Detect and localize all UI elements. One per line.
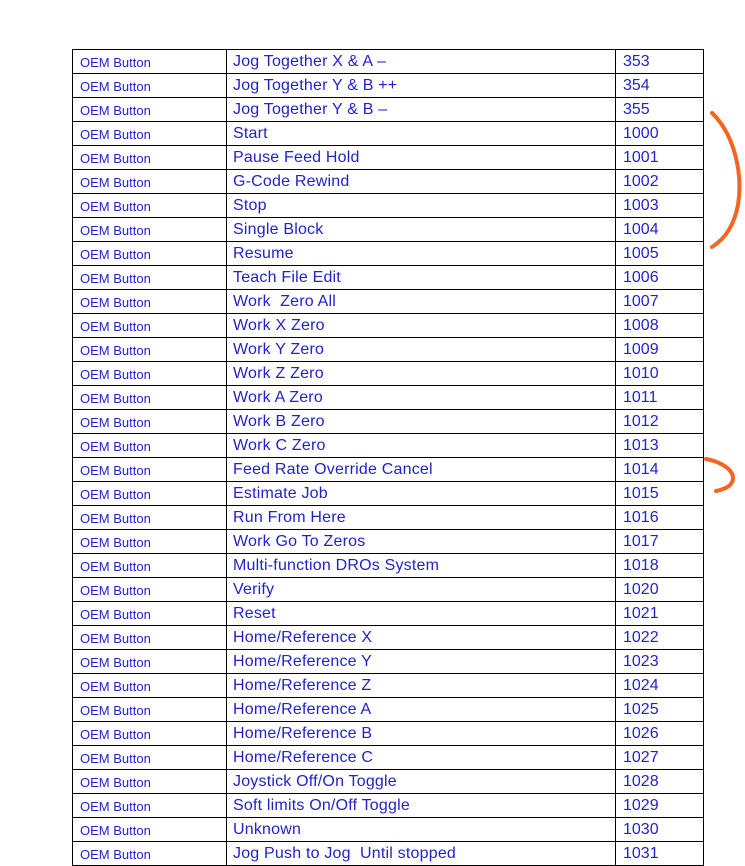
row-name-cell: Multi-function DROs System [227,554,616,578]
row-type-cell: OEM Button [73,386,227,410]
row-name-cell: Soft limits On/Off Toggle [227,794,616,818]
table-row [73,266,704,290]
row-type-cell: OEM Button [73,74,227,98]
table-row [73,650,704,674]
row-type-cell: OEM Button [73,818,227,842]
row-code-cell: 355 [616,98,704,122]
row-type-cell: OEM Button [73,266,227,290]
table-row [73,458,704,482]
row-code-cell: 1003 [616,194,704,218]
table-row [73,338,704,362]
row-code-cell: 1024 [616,674,704,698]
row-code-cell: 1002 [616,170,704,194]
row-type-cell: OEM Button [73,602,227,626]
table-row [73,554,704,578]
row-code-cell: 1007 [616,290,704,314]
row-code-cell: 353 [616,50,704,74]
row-name-cell: Feed Rate Override Cancel [227,458,616,482]
row-code-cell: 1008 [616,314,704,338]
row-type-cell: OEM Button [73,290,227,314]
orange-bracket-annotation-small [706,459,733,491]
row-type-cell: OEM Button [73,626,227,650]
table-row [73,242,704,266]
row-name-cell: Work Z Zero [227,362,616,386]
table-row [73,578,704,602]
row-name-cell: Home/Reference C [227,746,616,770]
row-code-cell: 1004 [616,218,704,242]
table-row [73,794,704,818]
table-row [73,602,704,626]
row-name-cell: Home/Reference Y [227,650,616,674]
row-name-cell: G-Code Rewind [227,170,616,194]
row-code-cell: 1013 [616,434,704,458]
row-type-cell: OEM Button [73,722,227,746]
table-row [73,98,704,122]
table-row [73,74,704,98]
row-type-cell: OEM Button [73,338,227,362]
row-name-cell: Joystick Off/On Toggle [227,770,616,794]
row-code-cell: 1029 [616,794,704,818]
oem-button-table-body [73,50,704,866]
row-name-cell: Work Y Zero [227,338,616,362]
table-row [73,290,704,314]
row-type-cell: OEM Button [73,314,227,338]
row-code-cell: 1016 [616,506,704,530]
row-code-cell: 1014 [616,458,704,482]
row-code-cell: 1023 [616,650,704,674]
row-type-cell: OEM Button [73,794,227,818]
row-name-cell: Home/Reference Z [227,674,616,698]
row-name-cell: Jog Together Y & B ++ [227,74,616,98]
row-name-cell: Home/Reference B [227,722,616,746]
table-row [73,770,704,794]
row-code-cell: 1015 [616,482,704,506]
table-row [73,314,704,338]
table-row [73,410,704,434]
table-row [73,218,704,242]
row-type-cell: OEM Button [73,362,227,386]
table-row [73,362,704,386]
row-code-cell: 1030 [616,818,704,842]
row-code-cell: 1011 [616,386,704,410]
table-row [73,50,704,74]
row-name-cell: Home/Reference A [227,698,616,722]
row-type-cell: OEM Button [73,674,227,698]
row-name-cell: Jog Push to Jog Until stopped [227,842,616,866]
row-name-cell: Home/Reference X [227,626,616,650]
table-row [73,530,704,554]
row-name-cell: Verify [227,578,616,602]
row-code-cell: 1005 [616,242,704,266]
row-type-cell: OEM Button [73,770,227,794]
row-code-cell: 1001 [616,146,704,170]
row-type-cell: OEM Button [73,98,227,122]
row-type-cell: OEM Button [73,506,227,530]
table-row [73,146,704,170]
row-code-cell: 1027 [616,746,704,770]
table-row [73,626,704,650]
row-code-cell: 1026 [616,722,704,746]
row-name-cell: Resume [227,242,616,266]
row-name-cell: Reset [227,602,616,626]
row-code-cell: 1021 [616,602,704,626]
row-name-cell: Work Go To Zeros [227,530,616,554]
table-row [73,818,704,842]
row-type-cell: OEM Button [73,530,227,554]
row-name-cell: Jog Together X & A – [227,50,616,74]
table-row [73,674,704,698]
row-name-cell: Unknown [227,818,616,842]
table-row [73,698,704,722]
row-type-cell: OEM Button [73,698,227,722]
row-code-cell: 1009 [616,338,704,362]
row-name-cell: Teach File Edit [227,266,616,290]
row-name-cell: Work A Zero [227,386,616,410]
row-name-cell: Work B Zero [227,410,616,434]
row-type-cell: OEM Button [73,434,227,458]
row-type-cell: OEM Button [73,554,227,578]
table-row [73,122,704,146]
row-type-cell: OEM Button [73,194,227,218]
table-row [73,194,704,218]
row-type-cell: OEM Button [73,218,227,242]
table-row [73,842,704,866]
row-code-cell: 1017 [616,530,704,554]
row-type-cell: OEM Button [73,170,227,194]
row-type-cell: OEM Button [73,578,227,602]
table-row [73,722,704,746]
row-code-cell: 1000 [616,122,704,146]
row-name-cell: Single Block [227,218,616,242]
row-name-cell: Pause Feed Hold [227,146,616,170]
row-type-cell: OEM Button [73,242,227,266]
row-code-cell: 1012 [616,410,704,434]
row-name-cell: Start [227,122,616,146]
row-type-cell: OEM Button [73,122,227,146]
row-code-cell: 1031 [616,842,704,866]
row-type-cell: OEM Button [73,746,227,770]
row-code-cell: 1006 [616,266,704,290]
oem-button-table [72,49,704,866]
row-code-cell: 1010 [616,362,704,386]
row-type-cell: OEM Button [73,650,227,674]
row-code-cell: 1028 [616,770,704,794]
row-code-cell: 1020 [616,578,704,602]
table-row [73,434,704,458]
table-row [73,482,704,506]
row-name-cell: Estimate Job [227,482,616,506]
table-row [73,386,704,410]
row-name-cell: Work Zero All [227,290,616,314]
row-code-cell: 1022 [616,626,704,650]
row-type-cell: OEM Button [73,50,227,74]
row-code-cell: 1018 [616,554,704,578]
row-type-cell: OEM Button [73,146,227,170]
row-code-cell: 1025 [616,698,704,722]
row-type-cell: OEM Button [73,482,227,506]
row-code-cell: 354 [616,74,704,98]
table-row [73,506,704,530]
row-type-cell: OEM Button [73,410,227,434]
row-name-cell: Run From Here [227,506,616,530]
orange-bracket-annotation [712,113,739,247]
row-type-cell: OEM Button [73,842,227,866]
row-name-cell: Stop [227,194,616,218]
table-row [73,170,704,194]
row-name-cell: Work X Zero [227,314,616,338]
row-name-cell: Work C Zero [227,434,616,458]
row-name-cell: Jog Together Y & B – [227,98,616,122]
row-type-cell: OEM Button [73,458,227,482]
table-row [73,746,704,770]
